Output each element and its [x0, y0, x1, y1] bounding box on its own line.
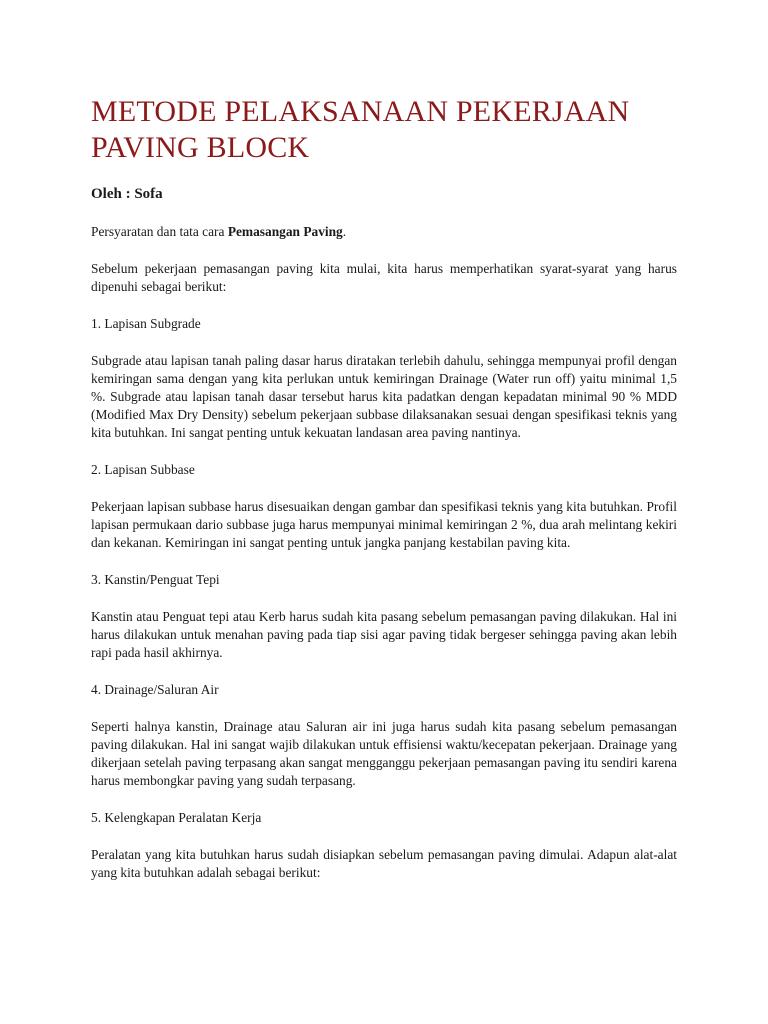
- section-heading-drainage: 4. Drainage/Saluran Air: [91, 682, 219, 697]
- section-body-subgrade: Subgrade atau lapisan tanah paling dasar harus diratakan terlebih dahulu, sehingga mempunyai profil dengan kemiringan sama dengan yang kita perlukan untuk kemiringan Drainage (Water run off) yaitu minimal 1,5 %. Subgrade atau lapisan tanah dasar tersebut harus kita padatkan dengan kepadatan minimal 90 % MDD (Modified Max Dry Density) sebelum pekerjaan subbase dilaksanakan sesuai dengan spesifikasi teknis yang kita butuhkan. Ini sangat penting untuk kekuatan landasan area paving nantinya.: [91, 353, 677, 440]
- section-heading-peralatan: 5. Kelengkapan Peralatan Kerja: [91, 810, 262, 825]
- section-body-drainage: Seperti halnya kanstin, Drainage atau Saluran air ini juga harus sudah kita pasang sebelum pemasangan paving dilakukan. Hal ini sangat wajib dilakukan untuk effisiensi waktu/kecepatan pekerjaan. Drainage yang dikerjaan setelah paving terpasang akan sangat mengganggu pekerjaan pemasangan paving itu sendiri karena harus membongkar paving yang sudah terpasang.: [91, 719, 677, 788]
- lead-paragraph: Sebelum pekerjaan pemasangan paving kita mulai, kita harus memperhatikan syarat-syarat yang harus dipenuhi sebagai berikut:: [91, 261, 677, 294]
- intro-prefix: Persyaratan dan tata cara: [91, 224, 228, 239]
- document-content: [91, 94, 677, 882]
- author-line: Oleh : Sofa: [91, 186, 163, 202]
- section-body-subbase: Pekerjaan lapisan subbase harus disesuaikan dengan gambar dan spesifikasi teknis yang kita butuhkan. Profil lapisan permukaan dario subbase juga harus mempunyai minimal kemiringan 2 %, dua arah melintang kekiri dan kekanan. Kemiringan ini sangat penting untuk jangka panjang kestabilan paving kita.: [91, 499, 677, 550]
- document-title: METODE PELAKSANAAN PEKERJAAN PAVING BLOCK: [91, 95, 630, 164]
- intro-bold-term: Pemasangan Paving: [227, 224, 343, 239]
- section-body-peralatan: Peralatan yang kita butuhkan harus sudah disiapkan sebelum pemasangan paving dimulai. Adapun alat-alat yang kita butuhkan adalah sebagai berikut:: [91, 847, 677, 880]
- section-body-kanstin: Kanstin atau Penguat tepi atau Kerb harus sudah kita pasang sebelum pemasangan paving dilakukan. Hal ini harus dilakukan untuk menahan paving pada tiap sisi agar paving tidak bergeser sehingga paving akan lebih rapi pada hasil akhirnya.: [91, 609, 677, 660]
- section-heading-kanstin: 3. Kanstin/Penguat Tepi: [91, 572, 220, 587]
- intro-suffix: .: [342, 224, 347, 239]
- intro-paragraph: [91, 223, 677, 241]
- section-heading-subbase: 2. Lapisan Subbase: [91, 462, 195, 477]
- section-heading-subgrade: 1. Lapisan Subgrade: [91, 316, 201, 331]
